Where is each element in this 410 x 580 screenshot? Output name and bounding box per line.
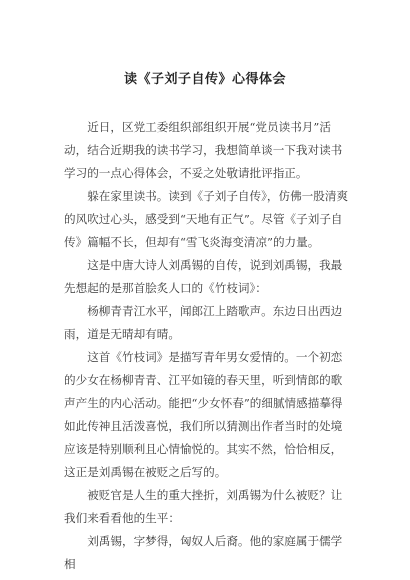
paragraph: 这首《竹枝词》是描写青年男女爱情的。一个初恋的少女在杨柳青青、江平如镜的春天里，听到情郎的歌声产生的内心活动。能把“少女怀春”的细腻情感描摹得如此传神且活泼喜悦，我们所以猜测出作者当时的处境应该是特别顺利且心情愉悦的。其实不然，恰恰相反，这正是刘禹锡在被贬之后写的。 <box>64 350 343 479</box>
document-title: 读《子刘子自传》心得体会 <box>123 72 286 87</box>
document-body <box>64 116 352 576</box>
paragraph: 这是中唐大诗人刘禹锡的自传，说到刘禹锡，我最先想起的是那首脍炙人口的《竹枝词》： <box>64 258 343 295</box>
paragraph: 刘禹锡，字梦得，匈奴人后裔。他的家庭属于儒学相 <box>64 534 343 571</box>
paragraph: 躲在家里读书。读到《子刘子自传》，仿佛一股清爽的风吹过心头，感受到“天地有正气”。尽管《子刘子自传》篇幅不长，但却有“雪飞炎海变清凉”的力量。 <box>64 189 349 249</box>
paragraph: 近日，区党工委组织部组织开展“党员读书月”活动，结合近期我的读书学习，我想简单谈一下我对读书学习的一点心得体会，不妥之处敬请批评指正。 <box>64 120 343 180</box>
poem-quote: 杨柳青青江水平，闻郎江上踏歌声。东边日出西边雨，道是无晴却有晴。 <box>64 304 343 341</box>
paragraph: 被贬官是人生的重大挫折，刘禹锡为什么被贬？让我们来看看他的生平： <box>64 488 343 525</box>
